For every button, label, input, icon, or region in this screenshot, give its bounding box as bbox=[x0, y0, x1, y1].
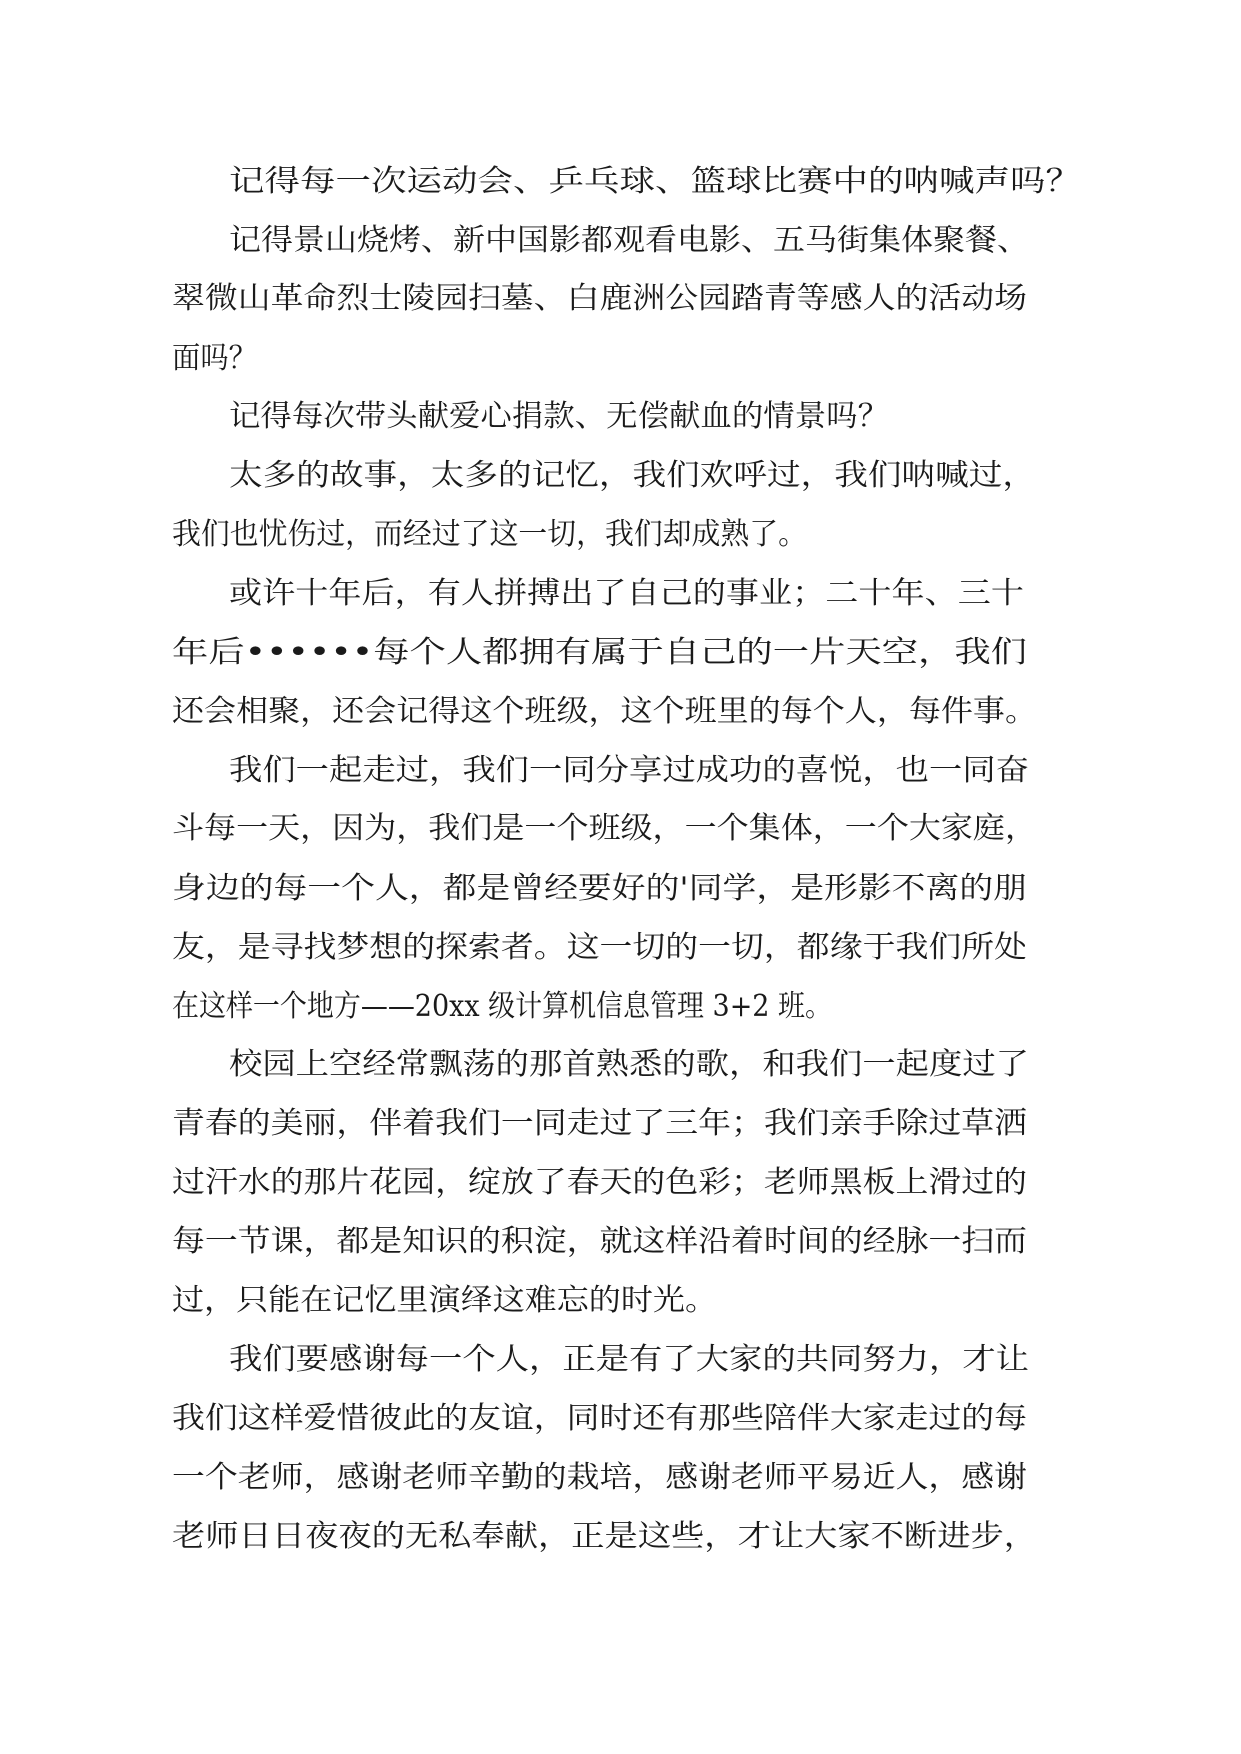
text-line bbox=[0, 268, 1241, 330]
text-line bbox=[0, 210, 1241, 272]
line-text: 老师日日夜夜的无私奉献，正是这些，才让大家不断进步， bbox=[172, 1519, 1037, 1554]
line-text: 友，是寻找梦想的探索者。这一切的一切，都缘于我们所处 bbox=[172, 930, 1027, 965]
text-line bbox=[0, 386, 1241, 448]
text-line bbox=[0, 1388, 1241, 1450]
line-text: 我们也忧伤过，而经过了这一切，我们却成熟了。 bbox=[172, 517, 807, 552]
line-text: 年后••••••每个人都拥有属于自己的一片天空，我们 bbox=[172, 635, 1027, 670]
line-text: 太多的故事，太多的记忆，我们欢呼过，我们呐喊过， bbox=[229, 458, 1036, 493]
text-line bbox=[0, 1152, 1241, 1214]
line-text: 在这样一个地方——20xx 级计算机信息管理 3+2 班。 bbox=[172, 989, 832, 1024]
line-text: 记得每一次运动会、乒乓球、篮球比赛中的呐喊声吗？ bbox=[229, 164, 1081, 199]
text-line bbox=[0, 917, 1241, 979]
text-line bbox=[0, 151, 1241, 213]
text-line bbox=[0, 1329, 1241, 1391]
line-text: 过，只能在记忆里演绎这难忘的时光。 bbox=[172, 1283, 717, 1318]
line-text: 校园上空经常飘荡的那首熟悉的歌，和我们一起度过了 bbox=[229, 1047, 1029, 1082]
text-line bbox=[0, 328, 1241, 390]
line-text: 还会相聚，还会记得这个班级，这个班里的每个人，每件事。 bbox=[172, 694, 1037, 729]
line-text: 身边的每一个人，都是曾经要好的'同学，是形影不离的朋 bbox=[172, 871, 1027, 906]
text-line bbox=[0, 563, 1241, 625]
line-text: 或许十年后，有人拼搏出了自己的事业；二十年、三十 bbox=[229, 576, 1024, 611]
line-text: 每一节课，都是知识的积淀，就这样沿着时间的经脉一扫而 bbox=[172, 1224, 1027, 1259]
line-text: 我们这样爱惜彼此的友谊，同时还有那些陪伴大家走过的每 bbox=[172, 1401, 1027, 1436]
line-text: 面吗？ bbox=[172, 341, 257, 376]
line-text: 斗每一天，因为，我们是一个班级，一个集体，一个大家庭， bbox=[172, 811, 1037, 846]
text-line bbox=[0, 1506, 1241, 1568]
text-line bbox=[0, 858, 1241, 920]
line-text: 过汗水的那片花园，绽放了春天的色彩；老师黑板上滑过的 bbox=[172, 1165, 1027, 1200]
line-text: 一个老师，感谢老师辛勤的栽培，感谢老师平易近人，感谢 bbox=[172, 1460, 1027, 1495]
line-text: 翠微山革命烈士陵园扫墓、白鹿洲公园踏青等感人的活动场 bbox=[172, 281, 1027, 316]
text-line bbox=[0, 976, 1241, 1038]
line-text: 我们要感谢每一个人，正是有了大家的共同努力，才让 bbox=[229, 1342, 1029, 1377]
text-line bbox=[0, 504, 1241, 566]
text-line bbox=[0, 1270, 1241, 1332]
text-line bbox=[0, 740, 1241, 802]
text-line bbox=[0, 1093, 1241, 1155]
line-text: 记得景山烧烤、新中国影都观看电影、五马街集体聚餐、 bbox=[229, 223, 1029, 258]
text-line bbox=[0, 681, 1241, 743]
text-line bbox=[0, 1034, 1241, 1096]
text-line bbox=[0, 1447, 1241, 1509]
text-line bbox=[0, 622, 1241, 684]
line-text: 青春的美丽，伴着我们一同走过了三年；我们亲手除过草洒 bbox=[172, 1106, 1027, 1141]
line-text: 我们一起走过，我们一同分享过成功的喜悦，也一同奋 bbox=[229, 753, 1029, 788]
text-line bbox=[0, 798, 1241, 860]
text-line bbox=[0, 445, 1241, 507]
line-text: 记得每次带头献爱心捐款、无偿献血的情景吗？ bbox=[229, 399, 890, 434]
text-line bbox=[0, 1211, 1241, 1273]
